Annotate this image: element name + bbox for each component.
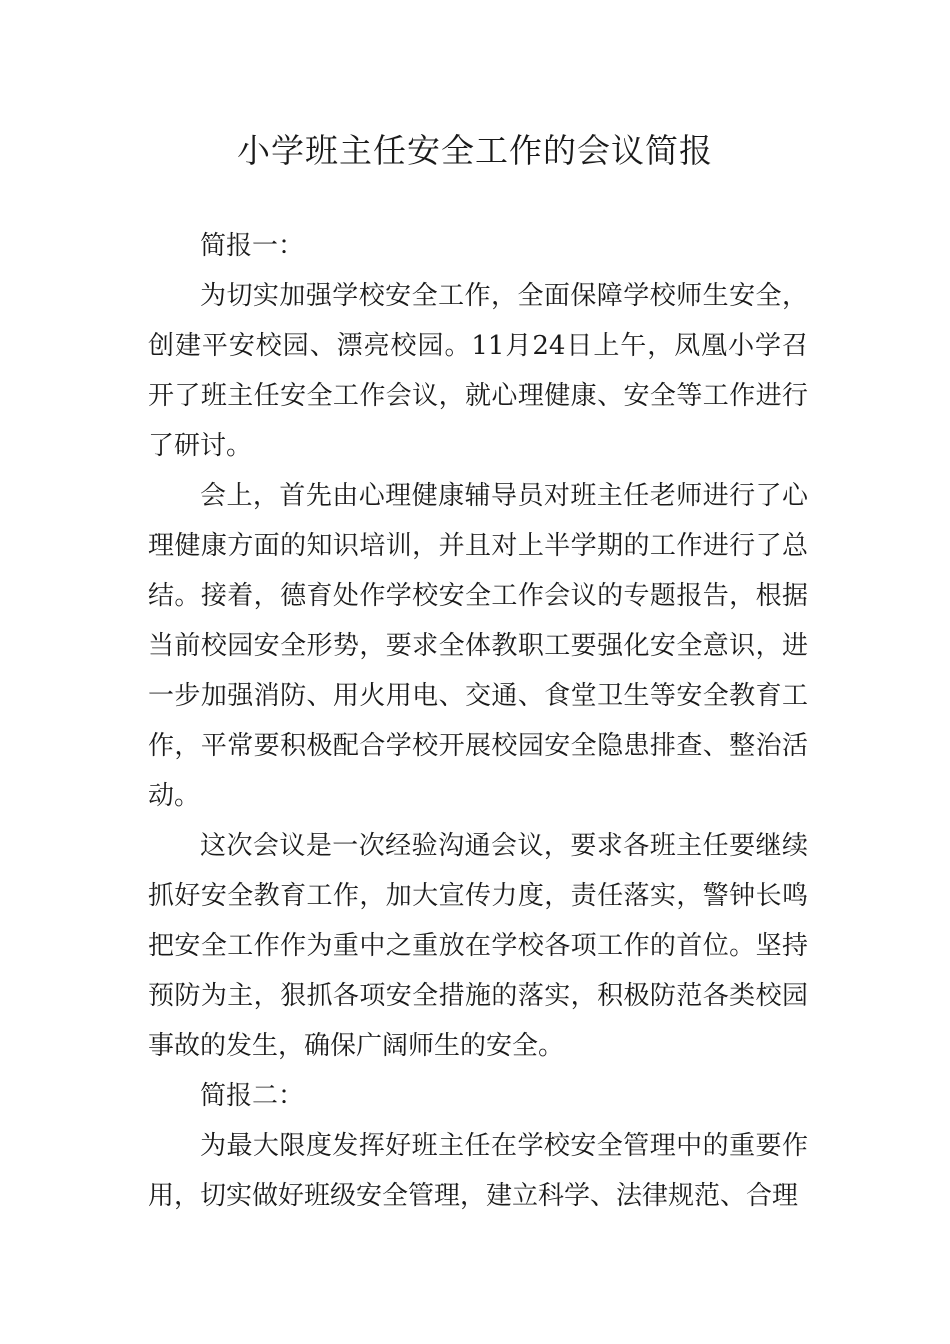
- paragraph-brief-one-heading: 简报一：: [200, 231, 305, 261]
- paragraph-meeting: 会上，首先由心理健康辅导员对班主任老师进行了心理健康方面的知识培训，并且对上半学期的工作进行了总结。接着，德育处作学校安全工作会议的专题报告，根据当前校园安全形势，要求全体教职工要强化安全意识，进一步加强消防、用火用电、交通、食堂卫生等安全教育工作，平常要积极配合学校开展校园安全隐患排查、整治活动。: [148, 481, 808, 811]
- paragraph-brief-two-heading: 简报二：: [200, 1081, 305, 1111]
- document-title: 小学班主任安全工作的会议简报: [237, 131, 713, 170]
- paragraph-intro: 为切实加强学校安全工作，全面保障学校师生安全，创建平安校园、漂亮校园。11月24日上午，凤凰小学召开了班主任安全工作会议，就心理健康、安全等工作进行了研讨。: [148, 281, 808, 461]
- document-body: [148, 221, 808, 1221]
- paragraph-requirements: 这次会议是一次经验沟通会议，要求各班主任要继续抓好安全教育工作，加大宣传力度，责任落实，警钟长鸣把安全工作作为重中之重放在学校各项工作的首位。坚持预防为主，狠抓各项安全措施的落实，积极防范各类校园事故的发生，确保广阔师生的安全。: [148, 831, 808, 1061]
- paragraph-brief-two-intro: 为最大限度发挥好班主任在学校安全管理中的重要作用，切实做好班级安全管理，建立科学、法律规范、合理: [148, 1131, 808, 1211]
